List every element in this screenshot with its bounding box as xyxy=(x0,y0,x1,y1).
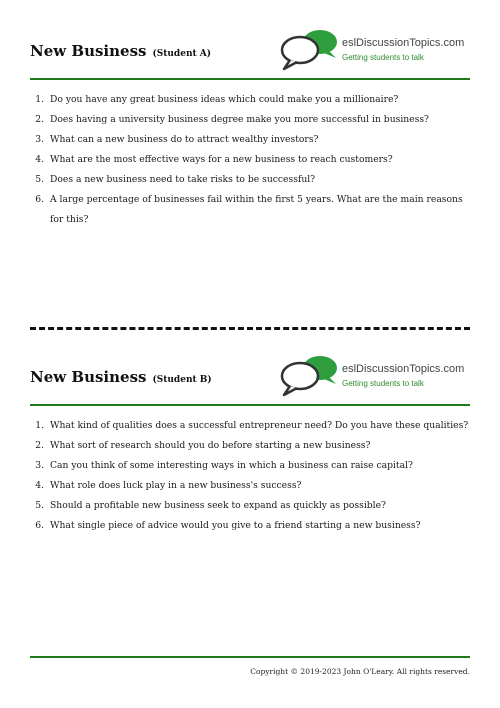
section-b-header xyxy=(30,352,470,406)
list-item-text: What single piece of advice would you give to a friend starting a new business? xyxy=(50,520,421,531)
title-text: New Business xyxy=(30,42,147,60)
list-item-number: 5. xyxy=(35,500,44,511)
list-item-text: What role does luck play in a new business's success? xyxy=(50,480,302,491)
list-item xyxy=(30,516,470,536)
list-item-number: 6. xyxy=(35,194,44,205)
title-subtitle: (Student A) xyxy=(152,49,212,59)
logo xyxy=(280,352,470,400)
list-item-text: A large percentage of businesses fail within the first 5 years. What are the main reasons for this? xyxy=(50,194,463,225)
list-item xyxy=(30,456,470,476)
list-item-number: 1. xyxy=(35,420,44,431)
list-item-number: 3. xyxy=(35,134,44,145)
list-item xyxy=(30,90,470,110)
list-item-text: What can a new business do to attract wealthy investors? xyxy=(50,134,319,145)
title-subtitle: (Student B) xyxy=(152,375,212,385)
list-item xyxy=(30,416,470,436)
list-item xyxy=(30,110,470,130)
list-item-text: Do you have any great business ideas which could make you a millionaire? xyxy=(50,94,399,105)
question-list-b xyxy=(30,416,470,536)
footer-divider xyxy=(30,656,470,658)
list-item-text: Can you think of some interesting ways in which a business can raise capital? xyxy=(50,460,413,471)
logo-site-name: eslDiscussionTopics.com xyxy=(342,37,465,49)
list-item-number: 3. xyxy=(35,460,44,471)
list-item-text: What sort of research should you do before starting a new business? xyxy=(50,440,371,451)
section-a-header xyxy=(30,26,470,80)
section-student-b xyxy=(30,352,470,531)
speech-bubbles-icon xyxy=(280,354,340,398)
question-list-a xyxy=(30,90,470,230)
list-item xyxy=(30,476,470,496)
list-item-number: 1. xyxy=(35,94,44,105)
list-item xyxy=(30,436,470,456)
list-item-number: 2. xyxy=(35,114,44,125)
logo-tagline: Getting students to talk xyxy=(342,53,424,62)
list-item-text: Should a profitable new business seek to expand as quickly as possible? xyxy=(50,500,386,511)
list-item-text: Does a new business need to take risks to be successful? xyxy=(50,174,316,185)
list-item xyxy=(30,496,470,516)
copyright-text: Copyright © 2019-2023 John O'Leary. All rights reserved. xyxy=(250,667,470,676)
cut-line-divider xyxy=(30,327,470,330)
list-item-text: What are the most effective ways for a new business to reach customers? xyxy=(50,154,393,165)
logo xyxy=(280,26,470,74)
list-item-number: 6. xyxy=(35,520,44,531)
list-item-number: 5. xyxy=(35,174,44,185)
list-item-number: 4. xyxy=(35,154,44,165)
page-title xyxy=(30,368,212,386)
list-item-text: Does having a university business degree make you more successful in business? xyxy=(50,114,429,125)
list-item-number: 2. xyxy=(35,440,44,451)
list-item xyxy=(30,170,470,190)
logo-tagline: Getting students to talk xyxy=(342,379,424,388)
title-text: New Business xyxy=(30,368,147,386)
list-item xyxy=(30,190,470,230)
list-item xyxy=(30,150,470,170)
page-title xyxy=(30,42,211,60)
logo-site-name: eslDiscussionTopics.com xyxy=(342,363,465,375)
list-item-text: What kind of qualities does a successful entrepreneur need? Do you have these qualities? xyxy=(50,420,469,431)
section-student-a xyxy=(30,26,470,225)
list-item-number: 4. xyxy=(35,480,44,491)
list-item xyxy=(30,130,470,150)
speech-bubbles-icon xyxy=(280,28,340,72)
